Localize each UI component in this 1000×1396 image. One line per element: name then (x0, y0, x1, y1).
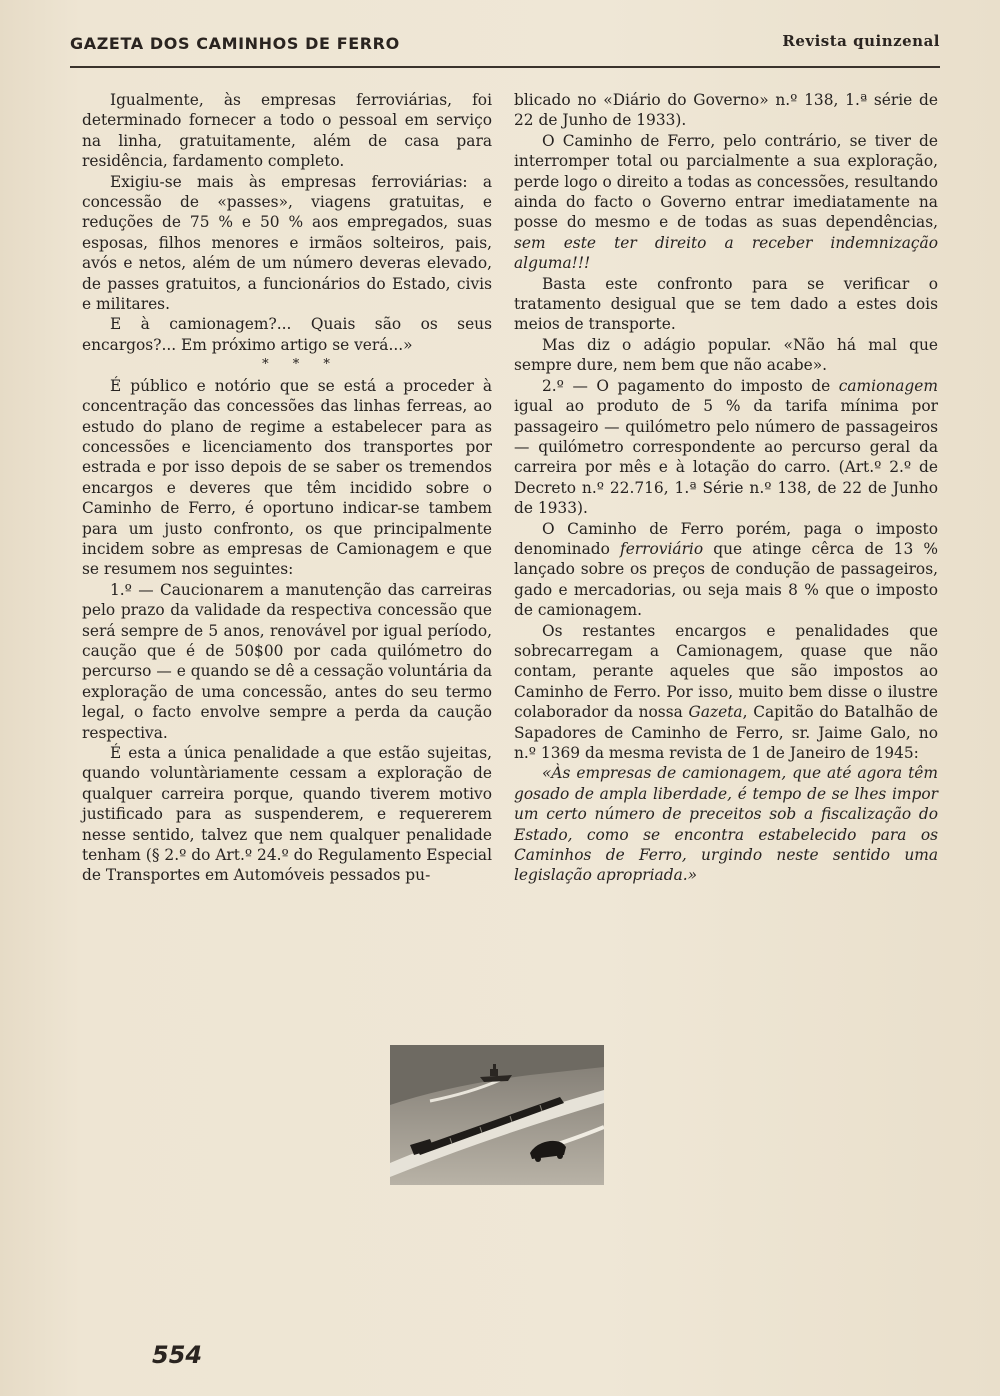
right-column (514, 90, 938, 886)
paragraph-text: O Caminho de Ferro, pelo contrário, se tiver de interromper total ou parcialmente a sua exploração, perde logo o direito a todas as concessões, resultando ainda do facto o Governo entrar imediatamente na posse do mesmo e de todas as suas dependências, (514, 131, 938, 232)
emphasis-text: camionagem (838, 376, 938, 395)
paragraph: Basta este confronto para se verificar o tratamento desigual que se tem dado a estes dois meios de transporte. (514, 274, 938, 334)
paragraph-text: igual ao produto de 5 % da tarifa mínima por passageiro — quilómetro pelo número de passageiros — quilómetro correspondente ao percurso geral da carreira por mês e à lotação do carro. (Art.º 2.º de Decreto n.º 22.716, 1.ª Série n.º 138, de 22 de Junho de 1933). (514, 397, 938, 518)
paragraph: Igualmente, às empresas ferroviárias, foi determinado fornecer a todo o pessoal em serviço na linha, gratuitamente, além de casa para residência, fardamento completo. (82, 91, 492, 171)
paragraph: E à camionagem?... Quais são os seus encargos?... Em próximo artigo se verá...» (82, 315, 492, 354)
paragraph (514, 621, 938, 764)
paragraph (514, 376, 938, 519)
paragraph-text: Os restantes encargos e penalidades que sobrecarregam a Camionagem, quase que não contam, perante aqueles que são impostos ao Caminho de Ferro. Por isso, muito bem disse o ilustre colaborador da nossa (514, 621, 938, 722)
paragraph: É esta a única penalidade a que estão sujeitas, quando voluntàriamente cessam a exploração de qualquer carreira porque, quando tiverem motivo justificado para as suspenderem, e requererem nesse sentido, talvez que nem qualquer penalidade tenham (§ 2.º do Art.º 24.º do Regulamento Especial de Transportes em Automóveis pessados pu- (82, 744, 492, 885)
emphasis-text: sem este ter direito a receber indemnização alguma!!! (514, 233, 938, 273)
left-column (82, 90, 492, 886)
paragraph-text: 2.º — O pagamento do imposto de (542, 376, 839, 395)
emphasis-text: ferroviário (620, 539, 704, 558)
paragraph (514, 131, 938, 274)
paragraph: 1.º — Caucionarem a manutenção das carreiras pelo prazo da validade da respectiva concessão que será sempre de 5 anos, renovável por igual período, caução que é de 50$00 por cada quilómetro do percurso — e quando se dê a cessação voluntária da exploração de uma concessão, antes do seu termo legal, o facto envolve sempre a perda da caução respectiva. (82, 580, 492, 742)
emphasis-text: Gazeta (688, 703, 743, 722)
paragraph-text: , Capitão do Batalhão de Sapadores de Caminho de Ferro, sr. Jaime Galo, no n.º 1369 da mesma revista de 1 de Janeiro de 1945: (514, 703, 939, 762)
illustration-svg (390, 1045, 604, 1185)
section-separator: * * * (262, 357, 340, 373)
paragraph-text: que atinge cêrca de 13 % lançado sobre os preços de condução de passageiros, gado e mercadorias, ou seja mais 8 % que o imposto de camionagem. (514, 539, 938, 620)
paragraph: blicado no «Diário do Governo» n.º 138, 1.ª série de 22 de Junho de 1933). (514, 91, 938, 130)
publication-title: GAZETA DOS CAMINHOS DE FERRO (70, 34, 400, 53)
page-number: 554 (152, 1341, 203, 1369)
paragraph-text: O Caminho de Ferro porém, paga o imposto denominado (514, 519, 938, 558)
paragraph: Mas diz o adágio popular. «Não há mal que sempre dure, nem bem que não acabe». (514, 335, 938, 375)
paragraph: É público e notório que se está a proceder à concentração das concessões das linhas ferreas, ao estudo do plano de regime a estabelecer para as concessões e licenciamento dos transportes por estrada e por isso depois de se saber os tremendos encargos e deveres que têm incidido sobre o Caminho de Ferro, é oportuno indicar-se tambem para um justo confronto, os que principalmente incidem sobre as empresas de Camionagem e que se resumem nos seguintes: (82, 376, 492, 579)
page-header (70, 26, 940, 68)
ship-train-car-illustration (390, 1045, 604, 1185)
paragraph (514, 519, 938, 621)
quotation: «Às empresas de camionagem, que até agora têm gosado de ampla liberdade, é tempo de se lhes impor um certo número de preceitos sob a fiscalização do Estado, como se encontra estabelecido para os Caminhos de Ferro, urgindo neste sentido uma legislação apropriada.» (514, 764, 938, 885)
publication-subtitle: Revista quinzenal (782, 32, 940, 50)
paragraph: Exigiu-se mais às empresas ferroviárias: a concessão de «passes», viagens gratuitas, e reduções de 75 % e 50 % aos empregados, suas esposas, filhos menores e irmãos solteiros, pais, avós e netos, além de um número deveras elevado, de passes gratuitos, a funcionários do Estado, civis e militares. (82, 172, 492, 314)
